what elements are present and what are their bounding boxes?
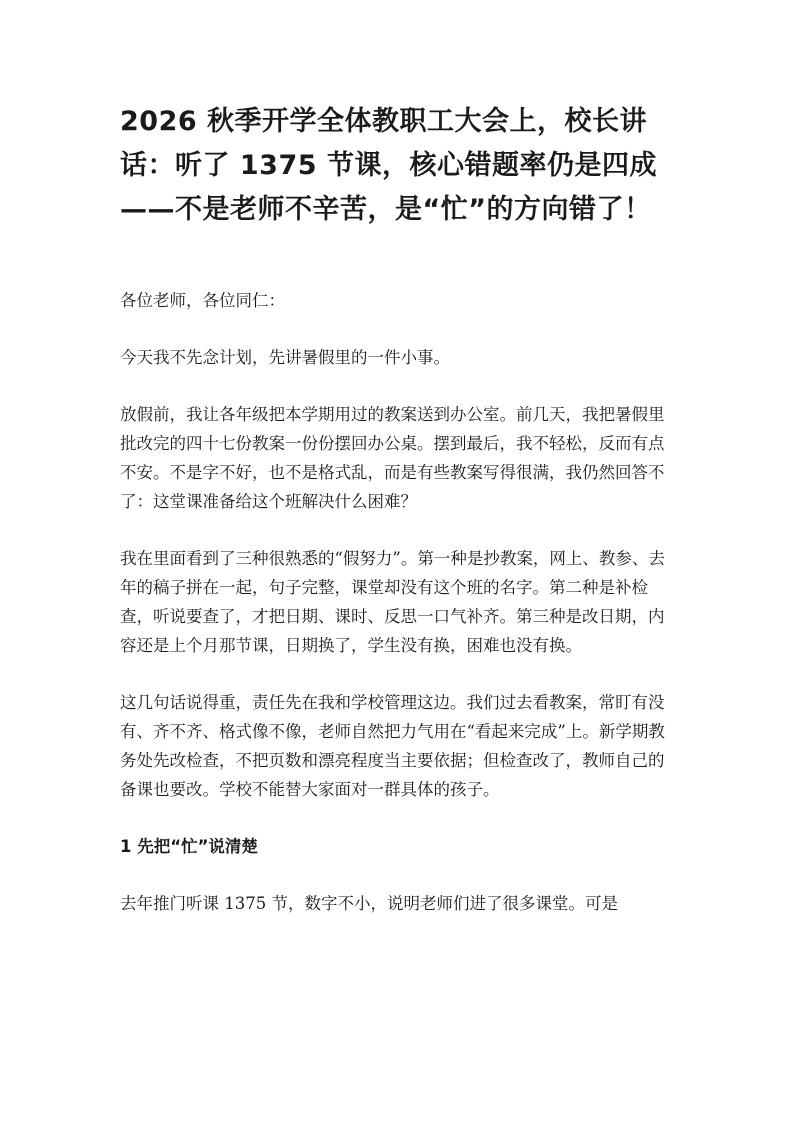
document-page xyxy=(120,100,680,946)
section-paragraph: 去年推门听课 1375 节，数字不小，说明老师们进了很多课堂。可是 xyxy=(120,894,618,913)
salutation: 各位老师，各位同仁： xyxy=(120,291,285,310)
paragraph: 我在里面看到了三种很熟悉的“假努力”。第一种是抄教案，网上、教参、去年的稿子拼在一起，句子完整，课堂却没有这个班的名字。第二种是补检查，听说要查了，才把日期、课时、反思一口气补齐。第三种是改日期，内容还是上个月那节课，日期换了，学生没有换，困难也没有换。 xyxy=(120,549,665,655)
paragraph: 这几句话说得重，责任先在我和学校管理这边。我们过去看教案，常盯有没有、齐不齐、格式像不像，老师自然把力气用在“看起来完成”上。新学期教务处先改检查，不把页数和漂亮程度当主要依据；但检查改了，教师自己的备课也要改。学校不能替大家面对一群具体的孩子。 xyxy=(120,693,665,799)
section-heading: 1 先把“忙”说清楚 xyxy=(120,837,258,856)
paragraph: 放假前，我让各年级把本学期用过的教案送到办公室。前几天，我把暑假里批改完的四十七份教案一份份摆回办公桌。摆到最后，我不轻松，反而有点不安。不是字不好，也不是格式乱，而是有些教案写得很满，我仍然回答不了：这堂课准备给这个班解决什么困难？ xyxy=(120,405,665,511)
paragraph: 今天我不先念计划，先讲暑假里的一件小事。 xyxy=(120,348,450,367)
document-title: 2026 秋季开学全体教职工大会上，校长讲话：听了 1375 节课，核心错题率仍是四成——不是老师不辛苦，是“忙”的方向错了！ xyxy=(120,106,657,225)
